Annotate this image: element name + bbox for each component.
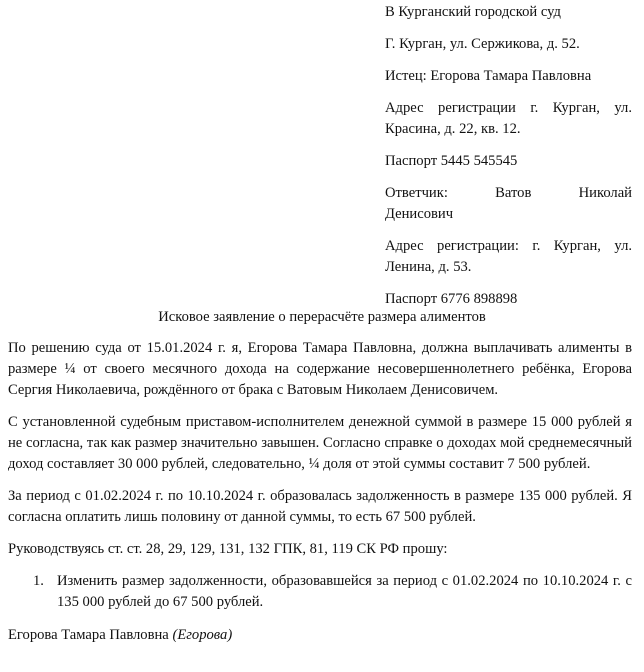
document-header: [385, 2, 632, 321]
document-body: [8, 338, 632, 646]
defendant-address: [385, 236, 632, 278]
defendant-name-line2: Денисович: [385, 206, 454, 222]
request-item: [8, 571, 632, 613]
paragraph-decision: По решению суда от 15.01.2024 г. я, Егорова Тамара Павловна, должна выплачивать алименты в размере ¼ от своего месячного дохода на содержание несовершеннолетнего ребёнка, Егорова Сергия Николаевича, рождённого от брака с Ватовым Николаем Денисовичем.: [8, 340, 632, 398]
defendant-passport: Паспорт 6776 898898: [385, 291, 518, 307]
defendant-name: [385, 183, 632, 225]
plaintiff-address-line1: Адрес регистрации г. Курган, ул.: [385, 100, 632, 116]
defendant-address-line1: Адрес регистрации: г. Курган, ул.: [385, 238, 632, 254]
defendant-name-line1: Ответчик: Ватов Николай: [385, 185, 632, 201]
plaintiff-address: [385, 98, 632, 140]
signature-name: Егорова Тамара Павловна: [8, 627, 169, 643]
signature-mark: (Егорова): [172, 627, 233, 643]
signature-line: [8, 625, 632, 646]
paragraph-legal-basis: Руководствуясь ст. ст. 28, 29, 129, 131, 132 ГПК, 81, 119 СК РФ прошу:: [8, 541, 448, 557]
paragraph-disagreement: С установленной судебным приставом-исполнителем денежной суммой в размере 15 000 рублей я не согласна, так как размер значительно завышен. Согласно справке о доходах мой среднемесячный доход составляет 30 000 рублей, следовательно, ¼ доля от этой суммы составит 7 500 рублей.: [8, 414, 632, 472]
paragraph-debt: За период с 01.02.2024 г. по 10.10.2024 г. образовалась задолженность в размере 135 000 рублей. Я согласна оплатить лишь половину от данной суммы, то есть 67 500 рублей.: [8, 488, 632, 525]
court-address: Г. Курган, ул. Сержикова, д. 52.: [385, 36, 580, 52]
request-number: 1.: [33, 573, 44, 589]
plaintiff-address-line2: Красина, д. 22, кв. 12.: [385, 121, 521, 137]
defendant-address-line2: Ленина, д. 53.: [385, 259, 472, 275]
plaintiff-name: Истец: Егорова Тамара Павловна: [385, 68, 592, 84]
document-title: Исковое заявление о перерасчёте размера алиментов: [158, 309, 486, 325]
court-name: В Курганский городской суд: [385, 4, 561, 20]
request-text: Изменить размер задолженности, образовавшейся за период с 01.02.2024 по 10.10.2024 г. с 135 000 рублей до 67 500 рублей.: [57, 573, 632, 610]
plaintiff-passport: Паспорт 5445 545545: [385, 153, 518, 169]
